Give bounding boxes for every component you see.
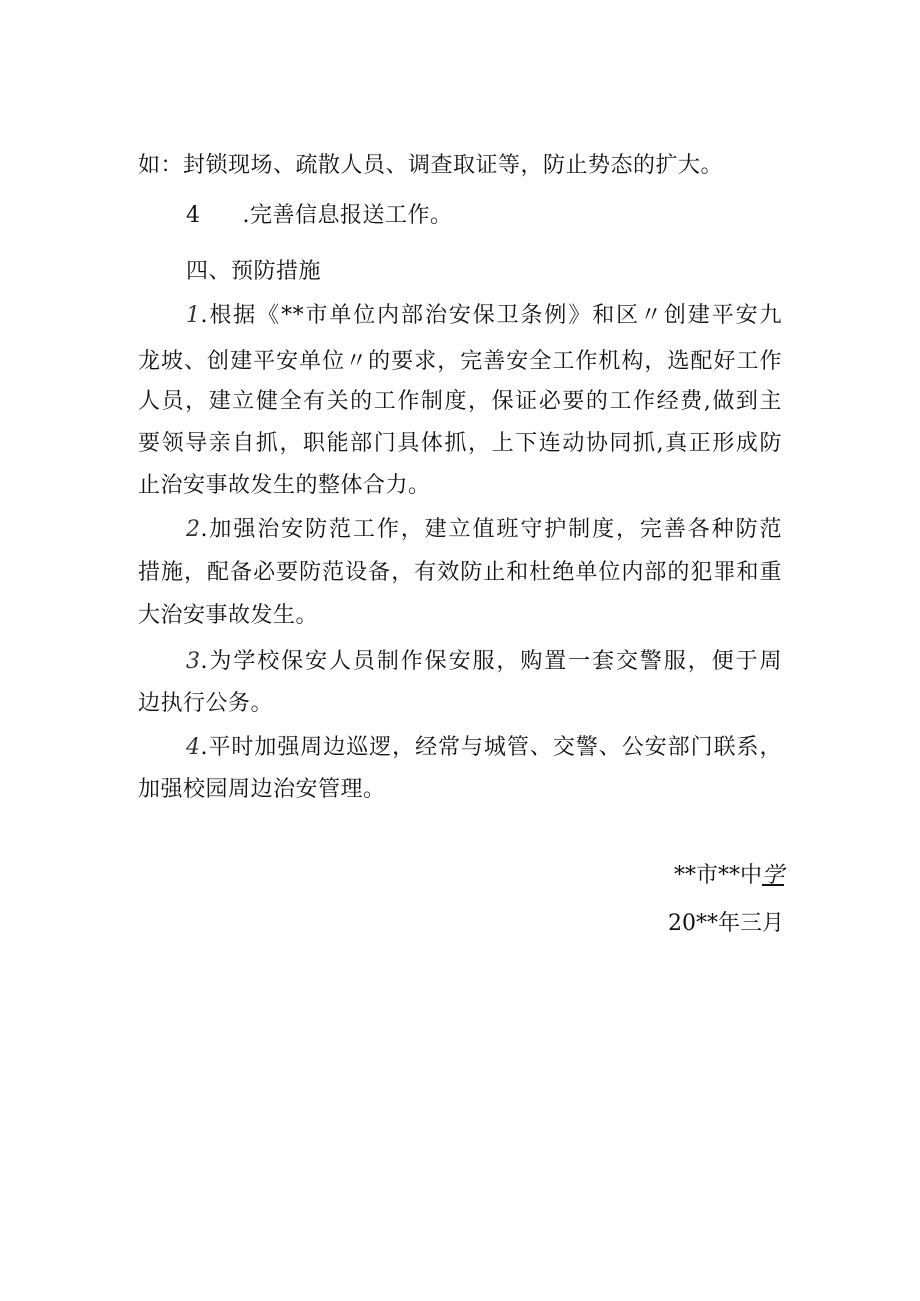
organization-name: **市**中 <box>673 863 762 888</box>
measure-1-line-5 <box>138 466 431 506</box>
measure-2-line-1 <box>186 510 782 550</box>
measure-text: 止治安事故发生的整体合力。 <box>138 473 431 498</box>
paragraph-line <box>138 146 723 186</box>
measure-text: 大治安事故发生。 <box>138 603 319 628</box>
text-line: 如：封锁现场、疏散人员、调查取证等，防止势态的扩大。 <box>138 153 724 178</box>
measure-text: 要领导亲自抓，职能部门具体抓，上下连动协同抓,真正形成防 <box>138 431 782 456</box>
item-number: 4 <box>186 203 201 228</box>
measure-1-line-2 <box>138 342 782 382</box>
measure-text: .平时加强周边巡逻，经常与城管、交警、公安部门联系， <box>200 735 782 760</box>
measure-text: 加强校园周边治安管理。 <box>138 777 386 802</box>
measure-4-line-1 <box>186 728 782 768</box>
signature-organization <box>674 856 784 896</box>
measure-text: 龙坡、创建平安单位〃的要求，完善安全工作机构，选配好工作 <box>138 349 782 374</box>
measure-text: .根据《**市单位内部治安保卫条例》和区〃创建平安九 <box>200 303 782 328</box>
measure-text: 措施，配备必要防范设备，有效防止和杜绝单位内部的犯罪和重 <box>138 560 782 585</box>
signature-date <box>668 904 784 944</box>
measure-number: 2 <box>186 517 201 542</box>
measure-text: 边执行公务。 <box>138 691 274 716</box>
section-title: 四、预防措施 <box>186 259 322 284</box>
item-4-line <box>186 196 453 236</box>
measure-number: 1 <box>186 303 201 328</box>
organization-name-suffix: 学 <box>761 863 784 888</box>
measure-text: .为学校保安人员制作保安服，购置一套交警服，便于周 <box>200 649 782 674</box>
measure-text: 人员，建立健全有关的工作制度，保证必要的工作经费,做到主 <box>138 389 782 414</box>
measure-number: 4 <box>186 735 201 760</box>
date-text: 20**年三月 <box>668 911 784 936</box>
measure-3-line-1 <box>186 642 782 682</box>
measure-1-line-1 <box>186 296 782 336</box>
measure-2-line-2 <box>138 553 782 593</box>
measure-1-line-4 <box>138 424 782 464</box>
section-heading <box>186 252 321 292</box>
measure-1-line-3 <box>138 382 782 422</box>
measure-4-line-2 <box>138 770 386 810</box>
measure-3-line-2 <box>138 684 273 724</box>
measure-text: .加强治安防范工作，建立值班守护制度，完善各种防范 <box>200 517 782 542</box>
measure-2-line-3 <box>138 596 318 636</box>
item-text: .完善信息报送工作。 <box>242 203 453 228</box>
measure-number: 3 <box>186 649 201 674</box>
